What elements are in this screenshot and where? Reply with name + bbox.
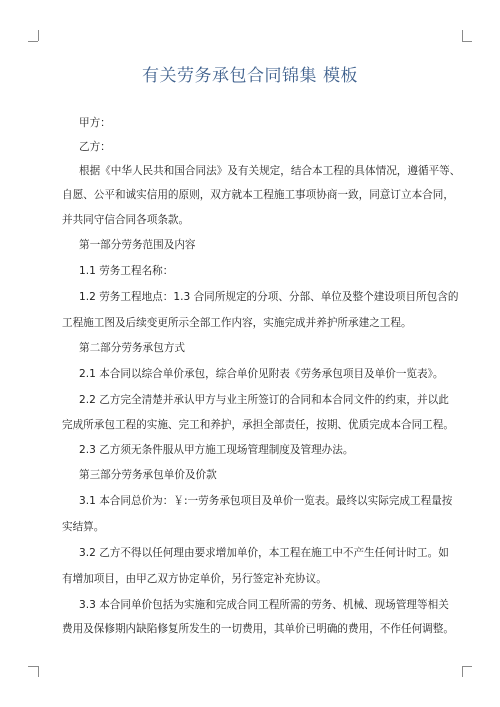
section-heading: 第三部分劳务承包单价及价款 — [79, 469, 217, 481]
clause-line: 实结算。 — [62, 521, 105, 533]
party-b-line: 乙方： — [79, 141, 111, 153]
clause-line: 3.2 乙方不得以任何理由要求增加单价，本工程在施工中不产生任何计时工。如 — [79, 547, 449, 559]
clause-line: 有增加项目，由甲乙双方协定单价，另行签定补充协议。 — [62, 573, 327, 585]
clause-line: 费用及保修期内缺陷修复所发生的一切费用，其单价已明确的费用，不作任何调整。 — [62, 623, 454, 635]
intro-paragraph-line: 并共同守信合同各项条款。 — [62, 214, 190, 226]
clause-line: 2.3 乙方须无条件服从甲方施工现场管理制度及管理办法。 — [79, 444, 354, 456]
clause-line: 3.1 本合同总价为：￥:一劳务承包项目及单价一览表。最终以实际完成工程量按 — [79, 495, 453, 507]
document-title: 有关劳务承包合同锦集 模板 — [142, 66, 358, 86]
intro-paragraph-line: 自愿、公平和诚实信用的原则，双方就本工程施工事项协商一致，同意订立本合同， — [62, 189, 454, 201]
clause-line: 完成所承包工程的实施、完工和养护，承担全部责任，按期、优质完成本合同工程。 — [62, 419, 454, 431]
section-heading: 第二部分劳务承包方式 — [79, 342, 185, 354]
clause-line: 工程施工图及后续变更所示全部工作内容，实施完成并养护所承建之工程。 — [62, 317, 412, 329]
intro-paragraph-line: 根据《中华人民共和国合同法》及有关规定，结合本工程的具体情况，遵循平等、 — [79, 165, 461, 177]
section-heading: 第一部分劳务范围及内容 — [79, 239, 196, 251]
party-a-line: 甲方： — [79, 117, 111, 129]
clause-line: 3.3 本合同单价包括为实施和完成合同工程所需的劳务、机械、现场管理等相关 — [79, 599, 449, 611]
clause-line: 2.2 乙方完全清楚并承认甲方与业主所签订的合同和本合同文件的约束，并以此 — [79, 394, 449, 406]
clause-line: 1.2 劳务工程地点：1.3 合同所规定的分项、分部、单位及整个建设项目所包含的 — [79, 291, 459, 303]
clause-line: 2.1 本合同以综合单价承包，综合单价见附表《劳务承包项目及单价一览表》。 — [79, 368, 444, 380]
clause-line: 1.1 劳务工程名称： — [79, 265, 174, 277]
